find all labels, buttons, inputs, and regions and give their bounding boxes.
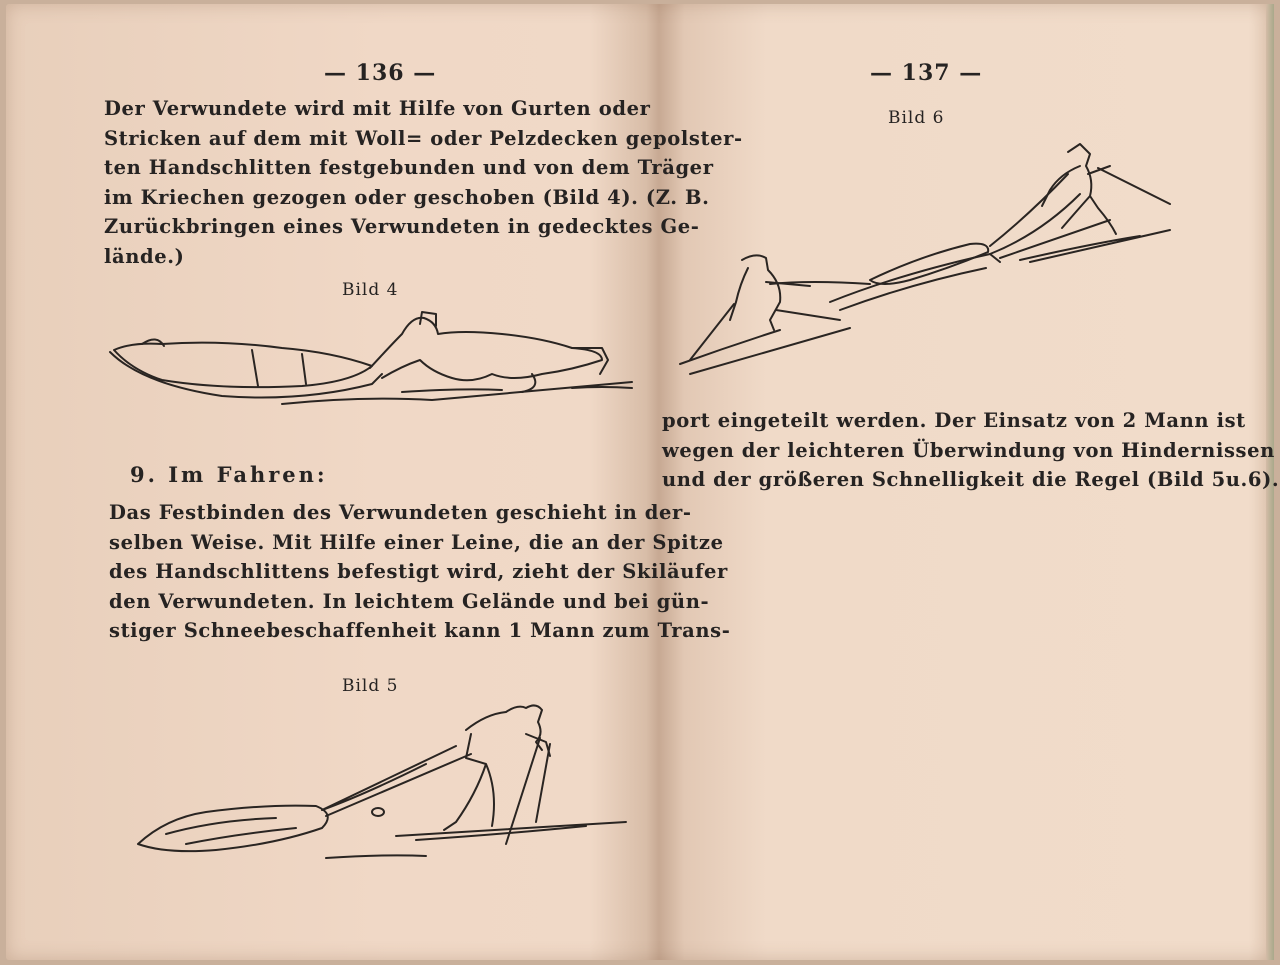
tow-lines — [322, 746, 471, 816]
sled — [830, 254, 1000, 310]
text-line: und der größeren Schnelligkeit die Regel (Bild 5u.6). — [662, 468, 1280, 491]
left-page — [6, 4, 743, 960]
text-line: selben Weise. Mit Hilfe einer Leine, die an der Spitze — [109, 530, 724, 554]
tow-lines — [990, 174, 1080, 254]
paragraph-2 — [109, 498, 731, 646]
book-spread — [6, 4, 1280, 960]
text-line: Der Verwundete wird mit Hilfe von Gurten oder — [104, 97, 651, 120]
text-line: lände.) — [104, 244, 185, 268]
figure-5-caption: Bild 5 — [342, 676, 399, 696]
wrapped-patient — [138, 806, 328, 852]
figure-6-caption: Bild 6 — [888, 108, 945, 128]
rear-skier — [730, 255, 810, 330]
figure-4-caption: Bild 4 — [342, 280, 399, 300]
text-line: stiger Schneebeschaffenheit kann 1 Mann zum Trans- — [109, 619, 731, 642]
wrapped-patient — [114, 343, 372, 387]
front-skis — [1000, 220, 1170, 262]
page-number-left: — 136 — — [324, 60, 437, 86]
rear-skis — [680, 328, 850, 374]
text-line: wegen der leichteren Überwindung von Hindernissen — [662, 438, 1275, 462]
paragraph-right — [662, 406, 1280, 495]
figure-6-illustration — [670, 134, 1190, 384]
paragraph-1 — [104, 94, 743, 271]
skier — [444, 705, 542, 830]
text-line: des Handschlittens befestigt wird, zieht der Skiläufer — [109, 560, 728, 583]
text-line: Stricken auf dem mit Woll= oder Pelzdecken gepolster- — [104, 126, 743, 150]
figure-4-illustration — [102, 304, 642, 414]
text-line: den Verwundeten. In leichtem Gelände und bei gün- — [109, 589, 710, 613]
text-line: ten Handschlitten festgebunden und von dem Träger — [104, 156, 714, 179]
right-page — [656, 4, 1280, 960]
page-number-right: — 137 — — [870, 60, 983, 86]
snow-ground — [282, 382, 632, 404]
wrapped-patient — [870, 244, 988, 284]
figure-5-illustration — [126, 694, 636, 874]
text-line: Zurückbringen eines Verwundeten in gedecktes Ge- — [104, 215, 700, 238]
text-line: port eingeteilt werden. Der Einsatz von 2 Mann ist — [662, 409, 1246, 432]
section-heading: 9. Im Fahren: — [130, 462, 328, 487]
text-line: im Kriechen gezogen oder geschoben (Bild 4). (Z. B. — [104, 185, 710, 209]
crawling-man — [370, 318, 602, 380]
text-line: Das Festbinden des Verwundeten geschieht in der- — [109, 501, 692, 524]
